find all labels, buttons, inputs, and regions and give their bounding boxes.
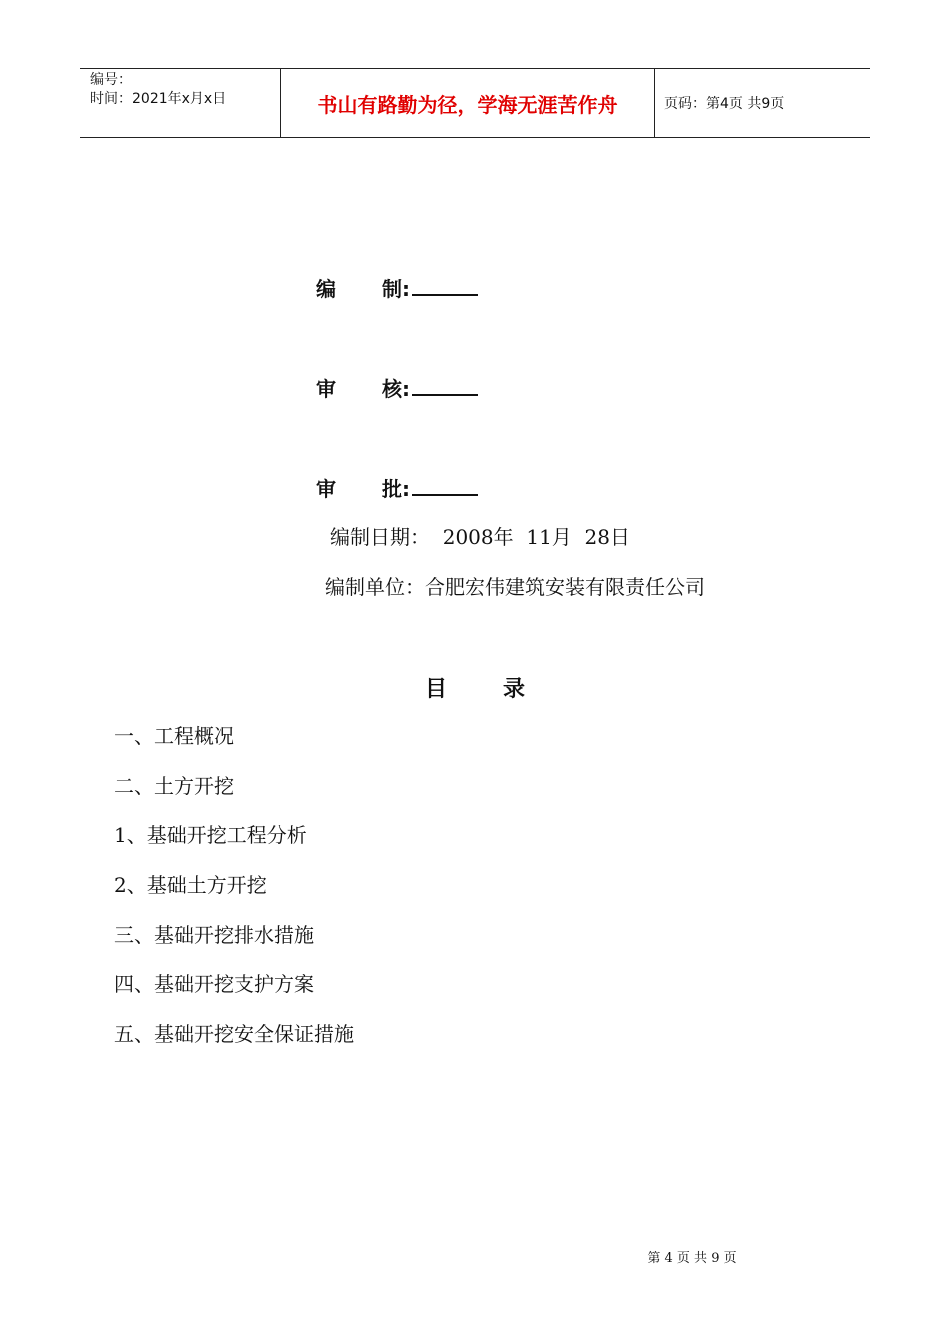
compile-unit: 编制单位：合肥宏伟建筑安装有限责任公司 <box>325 575 705 599</box>
code-label: 编号： <box>90 72 132 88</box>
signature-label-b: 核: <box>382 377 410 401</box>
header-left-cell <box>80 69 281 137</box>
footer-page-number: 第 4 页 共 9 页 <box>647 1251 737 1266</box>
signature-blank <box>412 276 478 296</box>
signature-blank <box>412 476 478 496</box>
signature-compile <box>316 273 478 302</box>
motto: 书山有路勤为径，学海无涯苦作舟 <box>281 69 655 137</box>
toc-item: 四、基础开挖支护方案 <box>114 972 314 997</box>
signature-label-a: 编 <box>316 277 336 301</box>
signature-label-b: 制: <box>382 277 410 301</box>
toc-item: 2、基础土方开挖 <box>114 873 267 898</box>
signature-label-a: 审 <box>316 377 336 401</box>
page-footer <box>0 1247 950 1266</box>
toc-item: 五、基础开挖安全保证措施 <box>114 1022 354 1047</box>
signature-review <box>316 373 478 402</box>
toc-title-a: 目 <box>424 677 447 702</box>
toc-item: 三、基础开挖排水措施 <box>114 922 314 947</box>
signature-label-a: 审 <box>316 477 336 501</box>
toc-title-b: 录 <box>503 677 526 702</box>
toc-item: 二、土方开挖 <box>114 773 234 798</box>
toc-item: 一、工程概况 <box>114 724 234 748</box>
toc-list <box>114 720 354 1068</box>
toc-title <box>0 672 950 703</box>
header-table <box>80 68 870 138</box>
time-label: 时间：2021年x月x日 <box>90 91 227 107</box>
compile-date: 编制日期： 2008年 11月 28日 <box>330 525 630 549</box>
page-info: 页码：第4页 共9页 <box>664 96 785 112</box>
signature-blank <box>412 376 478 396</box>
toc-item: 1、基础开挖工程分析 <box>114 823 307 848</box>
signature-approve <box>316 473 478 502</box>
signature-label-b: 批: <box>382 477 410 501</box>
